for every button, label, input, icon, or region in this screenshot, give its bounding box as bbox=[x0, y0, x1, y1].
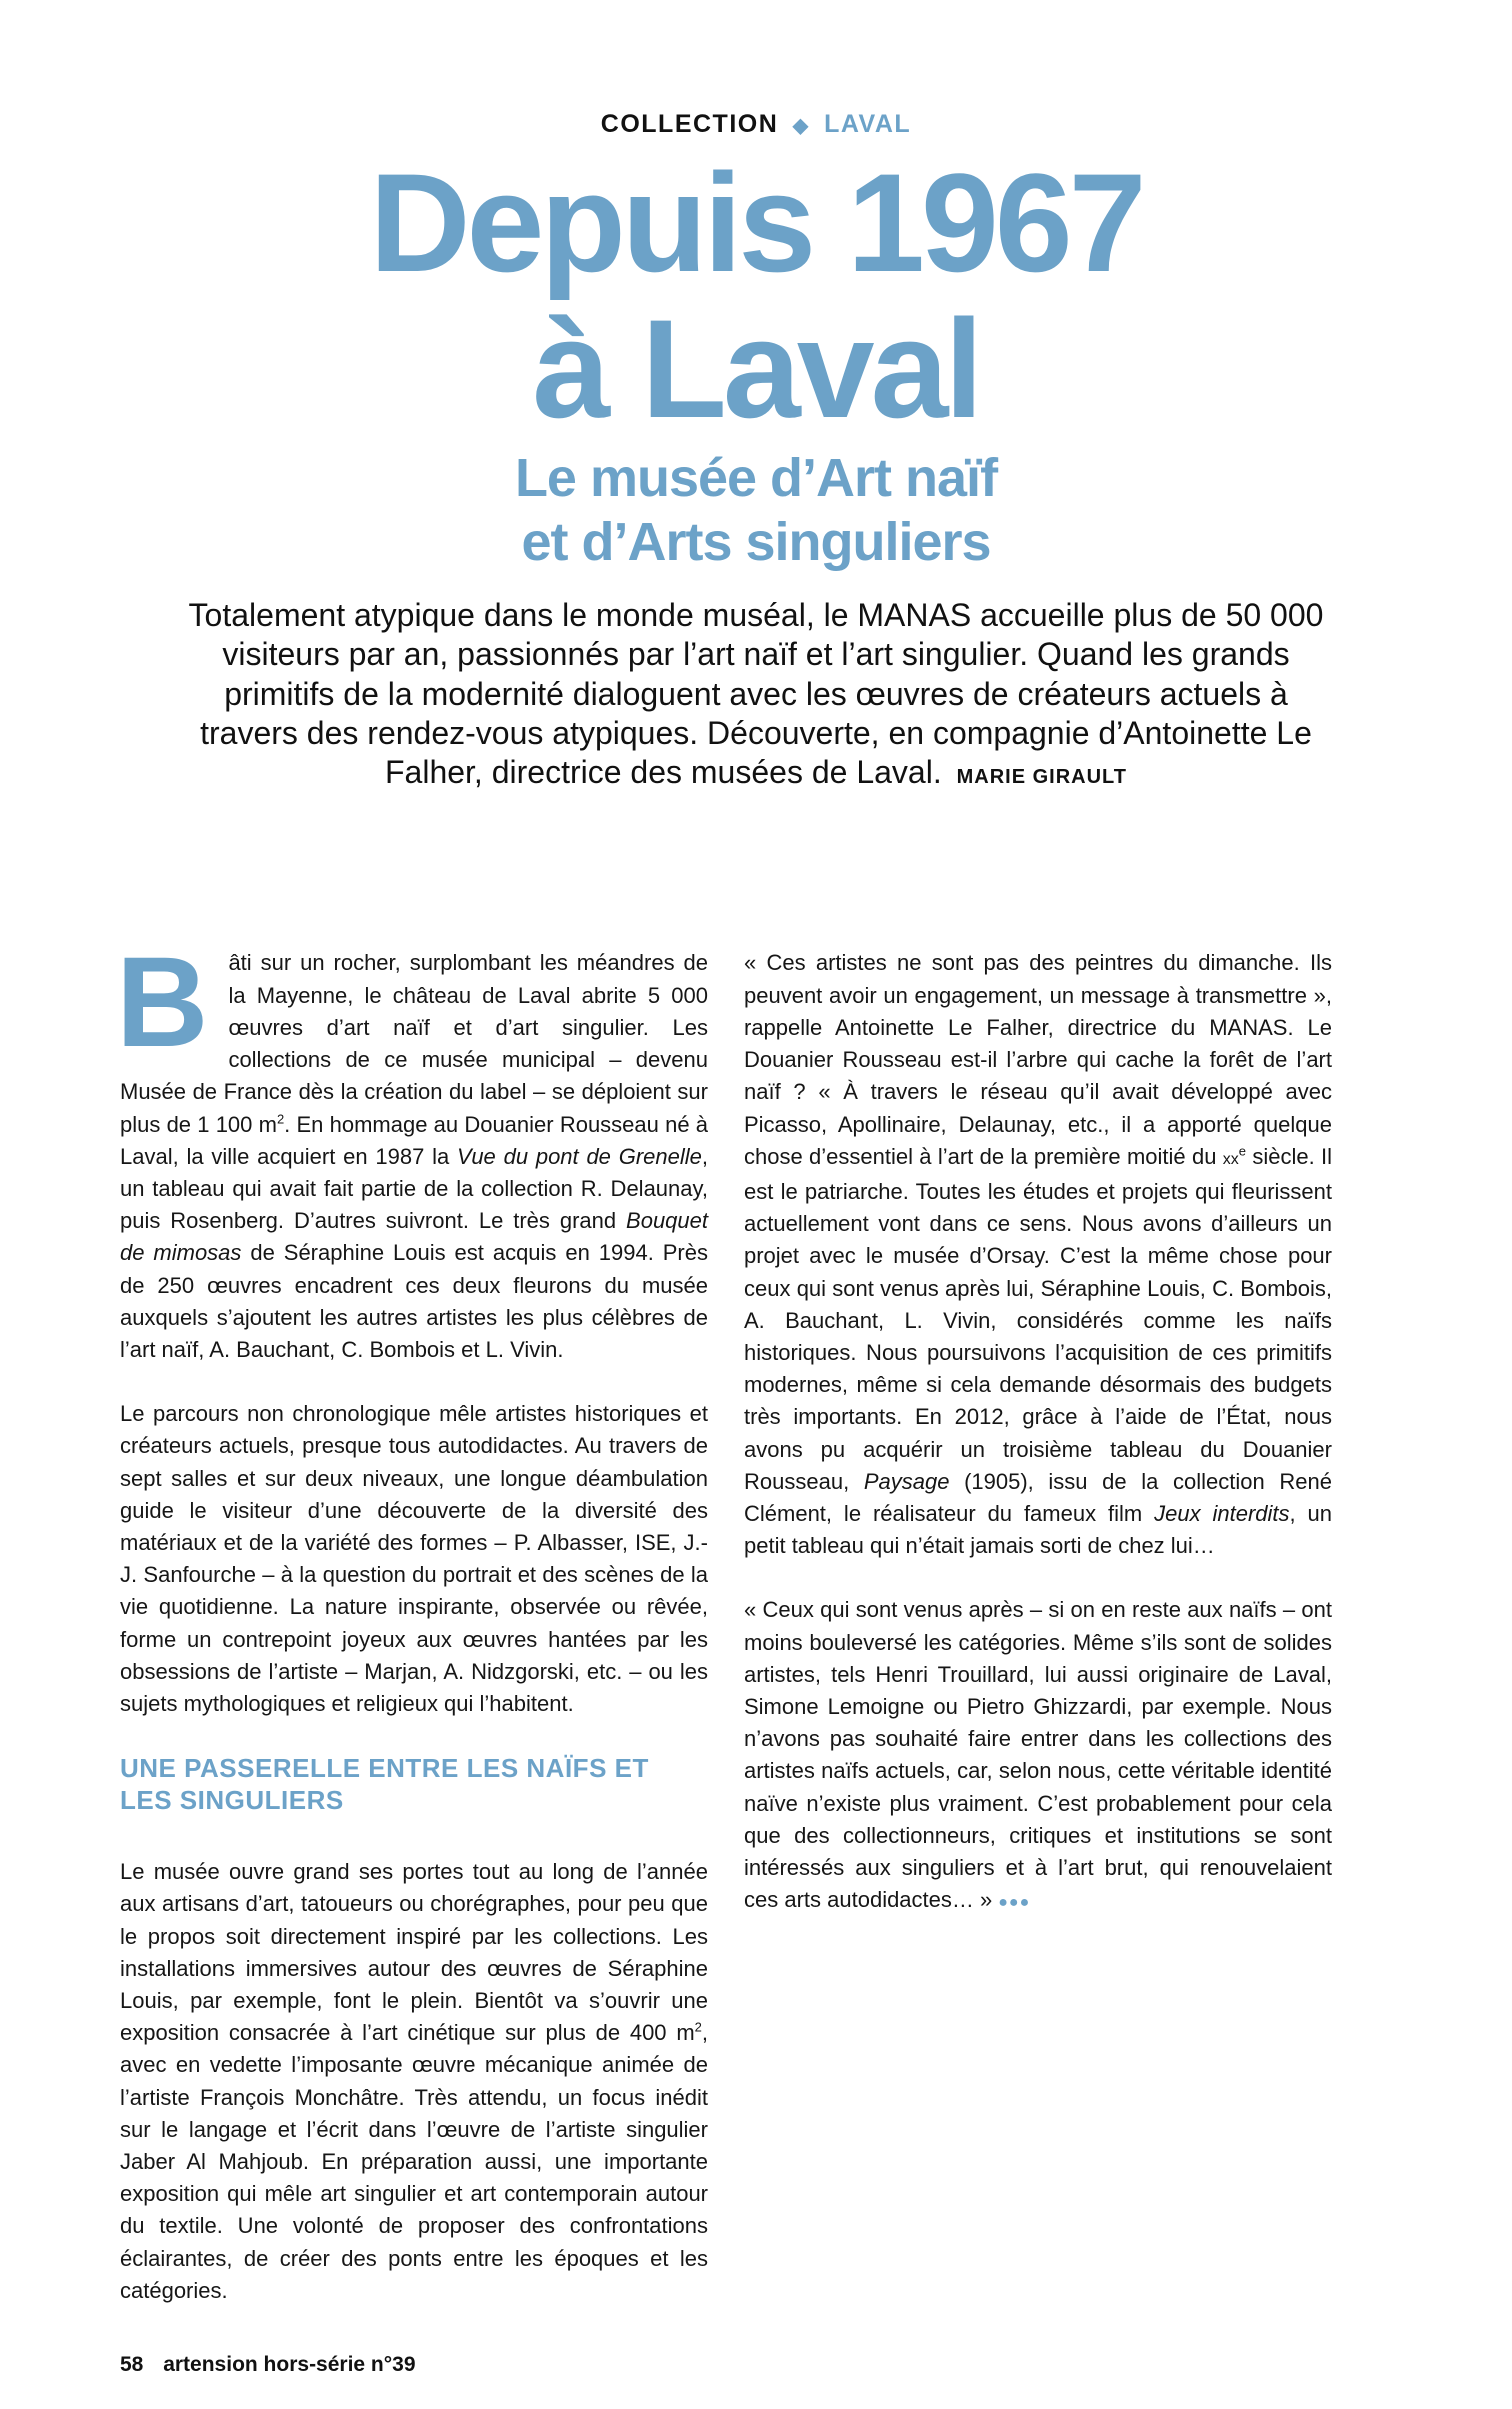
subtitle-line-2: et d’Arts singuliers bbox=[521, 512, 991, 572]
text-run: Le musée ouvre grand ses portes tout au long de l’année aux artisans d’art, tatoueurs ou chorégraphes, pour peu que le propos soit directement inspiré par les collections. Les installations immersives autour des œuvres de Séraphine Louis, par exemple, font le plein. Bientôt va s’ouvrir une exposition consacrée à l’art cinétique sur plus de 400 m bbox=[120, 1859, 708, 2046]
text-run: de Séraphine Louis est acquis en 1994. Près de 250 œuvres encadrent ces deux fleurons du musée auxquels s’ajoutent les autres artistes les plus célèbres de l’art naïf, A. Bauchant, C. Bombois et L. Vivin. bbox=[120, 1240, 708, 1362]
text-run: (1905), issu de la collection René Clément, le réalisateur du fameux film bbox=[744, 1468, 1332, 1526]
text-run: siècle. Il est le patriarche. Toutes les études et projets qui fleurissent actuellement vont dans ce sens. Nous avons d’ailleurs un projet avec le musée d’Orsay. C’est la même chose pour ceux qui sont venus après lui, Séraphine Louis, C. Bombois, A. Bauchant, L. Vivin, considérés comme les naïfs historiques. Nous poursuivons l’acquisition de ces primitifs modernes, même si cela demande désormais des budgets très importants. En 2012, grâce à l’aide de l’État, nous avons pu acquérir un troisième tableau du Douanier Rousseau, bbox=[744, 1143, 1332, 1494]
article-header bbox=[0, 0, 1512, 797]
page-number: 58 bbox=[120, 2353, 144, 2377]
diamond-icon: ◆ bbox=[792, 115, 810, 137]
article-subtitle bbox=[0, 446, 1512, 574]
standfirst bbox=[180, 596, 1332, 797]
text-run: , avec en vedette l’imposante œuvre mécanique animée de l’artiste François Monchâtre. Très attendu, un focus inédit sur le langage et l’écrit dans l’œuvre de l’artiste singulier Jaber Al Mahjoub. En préparation aussi, une importante exposition qui mêle art singulier et art contemporain autour du textile. Une volonté de proposer des confrontations éclairantes, de créer des ponts entre les époques et les catégories. bbox=[120, 2020, 708, 2303]
publication-name: artension hors-série n°39 bbox=[163, 2353, 416, 2377]
text-run: . En hommage au Douanier Rousseau né à Laval, la ville acquiert en 1987 la bbox=[120, 1111, 709, 1169]
kicker-section: COLLECTION bbox=[600, 110, 779, 138]
drop-cap: B bbox=[116, 931, 209, 1075]
standfirst-text: Totalement atypique dans le monde muséal, le MANAS accueille plus de 50 000 visiteurs par an, passionnés par l’art naïf et l’art singulier. Quand les grands primitifs de la modernité dialoguent avec les œuvres de créateurs actuels à travers des rendez-vous atypiques. Découverte, en compagnie d’Antoinette Le Falher, directrice des musées de Laval. bbox=[188, 597, 1324, 791]
author-byline: MARIE GIRAULT bbox=[956, 766, 1127, 789]
film-title: Jeux interdits bbox=[1154, 1500, 1290, 1526]
artwork-title: Bouquet de mimosas bbox=[120, 1208, 708, 1266]
article-title bbox=[0, 144, 1512, 447]
paragraph-2: Le parcours non chronologique mêle artistes historiques et créateurs actuels, presque tous autodidactes. Au travers de sept salles et sur deux niveaux, une longue déambulation guide le visiteur d’une découverte de la diversité des matériaux et de la variété des formes – P. Albasser, ISE, J.-J. Sanfourche – à la question du portrait et des scènes de la vie quotidienne. La nature inspirante, observée ou rêvée, forme un contrepoint joyeux aux œuvres hantées par les obsessions de l’artiste – Marjan, A. Nidzgorski, etc. – ou les sujets mythologiques et religieux qui l’habitent. bbox=[120, 1401, 708, 1716]
text-run: « Ces artistes ne sont pas des peintres du dimanche. Ils peuvent avoir un engagement, un message à transmettre », rappelle Antoinette Le Falher, directrice du MANAS. Le Douanier Rousseau est-il l’arbre qui cache la forêt de l’art naïf ? « À travers le réseau qu’il avait développé avec Picasso, Apollinaire, Delaunay, etc., il a apporté quelque chose d’essentiel à l’art de la première moitié du bbox=[744, 950, 1332, 1169]
artwork-title: Paysage bbox=[863, 1468, 950, 1494]
article-body bbox=[0, 931, 1512, 2331]
column-left bbox=[116, 931, 709, 2307]
continue-dots-icon: ●●● bbox=[998, 1894, 1031, 1912]
section-kicker bbox=[0, 108, 1512, 142]
paragraph-1 bbox=[116, 931, 709, 1366]
text-run: , un tableau qui avait fait partie de la collection R. Delaunay, puis Rosenberg. D’autres suivront. Le très grand bbox=[120, 1143, 708, 1234]
paragraph-5 bbox=[744, 1594, 1332, 1919]
artwork-title: Vue du pont de Grenelle bbox=[457, 1143, 702, 1169]
text-run: « Ceux qui sont venus après – si on en reste aux naïfs – ont moins bouleversé les catégories. Même s’ils sont de solides artistes, tels Henri Trouillard, lui aussi originaire de Laval, Simone Lemoigne ou Pietro Ghizzardi, par exemple. Nous n’avons pas souhaité faire entrer dans les collections des artistes naïfs actuels, car, selon nous, cette véritable identité naïve n’existe plus vraiment. C’est probablement pour cela que des collectionneurs, critiques et institutions se sont intéressés aux singuliers et à l’art brut, qui renouvelaient ces arts autodidactes… » bbox=[744, 1597, 1332, 1913]
kicker-location: LAVAL bbox=[824, 110, 912, 138]
superscript: 2 bbox=[276, 1111, 285, 1127]
text-run: , un petit tableau qui n’était jamais sorti de chez lui… bbox=[744, 1500, 1332, 1559]
section-subheading: UNE PASSERELLE ENTRE LES NAÏFS ET LES SINGULIERS bbox=[120, 1753, 649, 1816]
paragraph-4 bbox=[744, 947, 1332, 1562]
text-run: âti sur un rocher, surplombant les méandres de la Mayenne, le château de Laval abrite 5 000 œuvres d’art naïf et d’art singulier. Les collections de ce musée municipal – devenu Musée de France dès la création du label – se déploient sur plus de 1 100 m bbox=[120, 950, 708, 1137]
title-line-2: à Laval bbox=[532, 290, 980, 447]
superscript: e bbox=[1238, 1143, 1246, 1159]
superscript: 2 bbox=[694, 2019, 702, 2035]
column-right bbox=[744, 947, 1332, 1919]
century-numeral: xx bbox=[1222, 1150, 1239, 1168]
subtitle-line-1: Le musée d’Art naïf bbox=[514, 448, 998, 508]
paragraph-3 bbox=[120, 1856, 708, 2307]
title-line-1: Depuis 1967 bbox=[369, 144, 1143, 301]
page-footer bbox=[120, 2351, 1512, 2379]
